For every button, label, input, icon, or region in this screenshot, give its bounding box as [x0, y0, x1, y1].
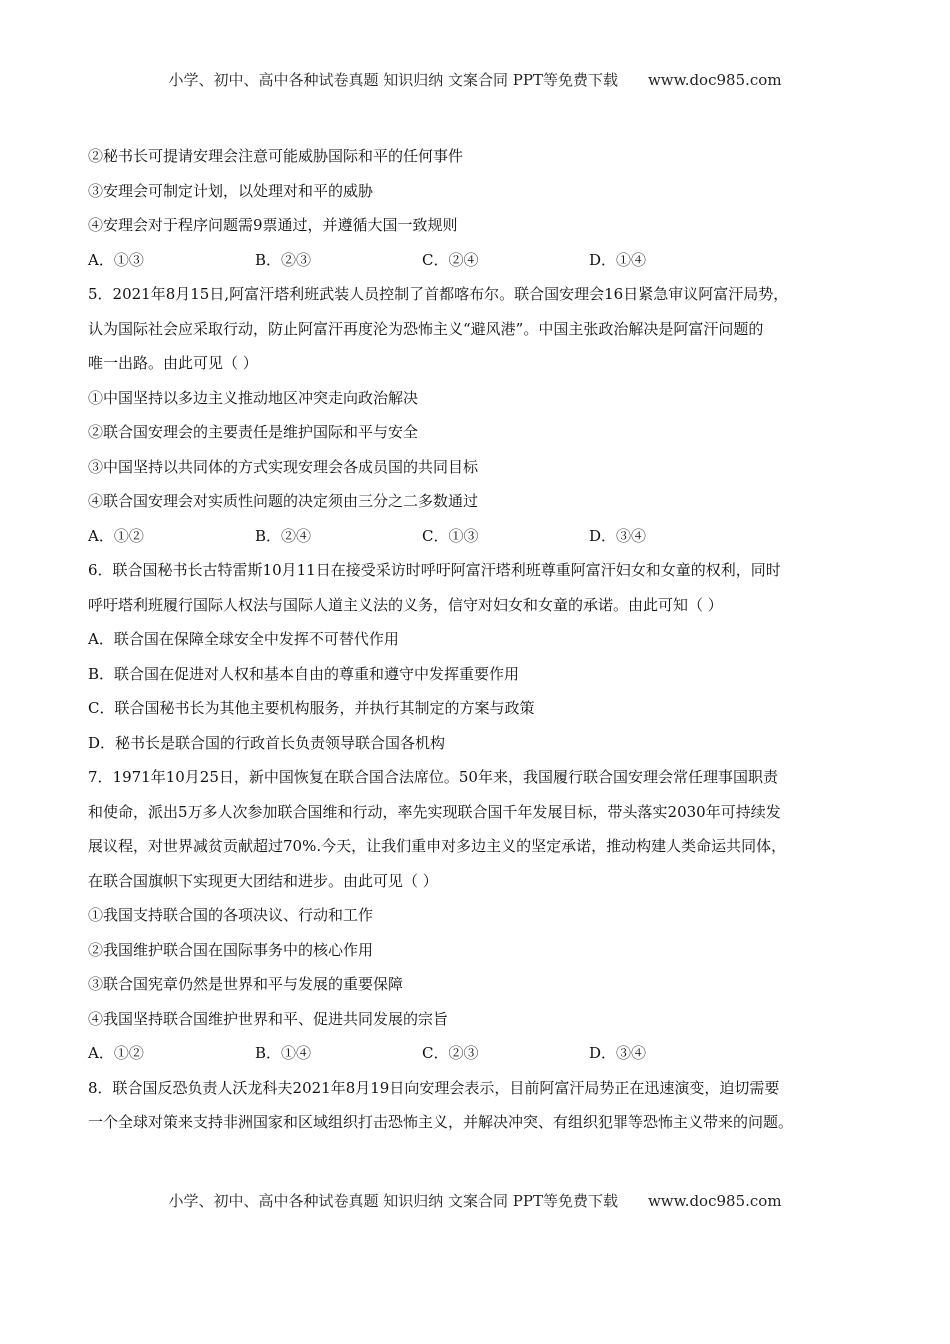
q4-statement-2: ②秘书长可提请安理会注意可能威胁国际和平的任何事件 [88, 147, 464, 165]
q4-statement-4: ④安理会对于程序问题需9票通过，并遵循大国一致规则 [88, 216, 458, 234]
q5-option-b: B．②④ [255, 526, 312, 545]
q7-stem-line-3: 展议程，对世界减贫贡献超过70%.今天，让我们重申对多边主义的坚定承诺，推动构建人类命运共同体， [88, 837, 787, 855]
q7-option-d: D．③④ [589, 1044, 647, 1062]
q5-option-a: A．①② [88, 526, 144, 545]
q5-stem-line-3: 唯一出路。由此可见（ ） [88, 354, 258, 372]
q6-option-b: B．联合国在促进对人权和基本自由的尊重和遵守中发挥重要作用 [88, 664, 520, 683]
q7-statement-3: ③联合国宪章仍然是世界和平与发展的重要保障 [88, 975, 404, 993]
page-header [0, 69, 950, 90]
footer-site-link[interactable]: www.doc985.com [647, 1192, 782, 1210]
q5-statement-3: ③中国坚持以共同体的方式实现安理会各成员国的共同目标 [88, 457, 479, 476]
q6-option-a: A．联合国在保障全球安全中发挥不可替代作用 [88, 630, 399, 648]
q5-option-c: C．①③ [422, 526, 479, 545]
q6-option-c: C．联合国秘书长为其他主要机构服务，并执行其制定的方案与政策 [88, 699, 535, 717]
q7-option-a: A．①② [88, 1044, 144, 1062]
q5-option-d: D．③④ [589, 526, 647, 545]
page-footer [0, 1190, 950, 1211]
q5-statement-4: ④联合国安理会对实质性问题的决定须由三分之二多数通过 [88, 492, 479, 510]
q6-stem-line-2: 呼吁塔利班履行国际人权法与国际人道主义法的义务，信守对妇女和女童的承诺。由此可知（ ） [88, 595, 723, 614]
q4-option-a: A．①③ [88, 250, 144, 269]
q7-option-b: B．①④ [255, 1044, 312, 1062]
exam-content [88, 144, 878, 1145]
q8-stem-line-1: 8．联合国反恐负责人沃龙科夫2021年8月19日向安理会表示，目前阿富汗局势正在迅速演变，迫切需要 [88, 1078, 780, 1097]
q6-stem-line-1: 6．联合国秘书长古特雷斯10月11日在接受采访时呼吁阿富汗塔利班尊重阿富汗妇女和女童的权利，同时 [88, 561, 781, 579]
q5-stem-line-2: 认为国际社会应采取行动，防止阿富汗再度沦为恐怖主义“避风港”。中国主张政治解决是阿富汗问题的 [88, 319, 764, 338]
q7-statement-4: ④我国坚持联合国维护世界和平、促进共同发展的宗旨 [88, 1009, 449, 1028]
q7-statement-1: ①我国支持联合国的各项决议、行动和工作 [88, 906, 374, 924]
q8-stem-line-2: 一个全球对策来支持非洲国家和区域组织打击恐怖主义，并解决冲突、有组织犯罪等恐怖主义带来的问题。 [88, 1113, 794, 1131]
q5-statement-2: ②联合国安理会的主要责任是维护国际和平与安全 [88, 423, 419, 441]
q7-options [88, 1041, 878, 1076]
q7-option-c: C．②③ [422, 1044, 479, 1062]
q6-option-d: D．秘书长是联合国的行政首长负责领导联合国各机构 [88, 733, 446, 752]
q7-stem-line-1: 7．1971年10月25日，新中国恢复在联合国合法席位。50年来，我国履行联合国安理会常任理事国职责 [88, 768, 778, 786]
q7-stem-line-4: 在联合国旗帜下实现更大团结和进步。由此可见（ ） [88, 871, 438, 890]
header-text: 小学、初中、高中各种试卷真题 知识归纳 文案合同 PPT等免费下载 [168, 71, 618, 89]
q5-stem-line-1: 5．2021年8月15日,阿富汗塔利班武装人员控制了首都喀布尔。联合国安理会16日紧急审议阿富汗局势， [88, 285, 789, 303]
header-site-link[interactable]: www.doc985.com [647, 71, 782, 89]
q5-statement-1: ①中国坚持以多边主义推动地区冲突走向政治解决 [88, 388, 419, 407]
q4-option-d: D．①④ [589, 250, 647, 269]
q7-statement-2: ②我国维护联合国在国际事务中的核心作用 [88, 940, 374, 959]
q7-stem-line-2: 和使命，派出5万多人次参加联合国维和行动，率先实现联合国千年发展目标，带头落实2030年可持续发 [88, 802, 781, 821]
q4-statement-3: ③安理会可制定计划，以处理对和平的威胁 [88, 181, 374, 200]
q4-options [88, 248, 878, 283]
q5-options [88, 524, 878, 559]
q4-option-c: C．②④ [422, 250, 479, 269]
q4-option-b: B．②③ [255, 250, 312, 269]
footer-text: 小学、初中、高中各种试卷真题 知识归纳 文案合同 PPT等免费下载 [168, 1192, 618, 1210]
